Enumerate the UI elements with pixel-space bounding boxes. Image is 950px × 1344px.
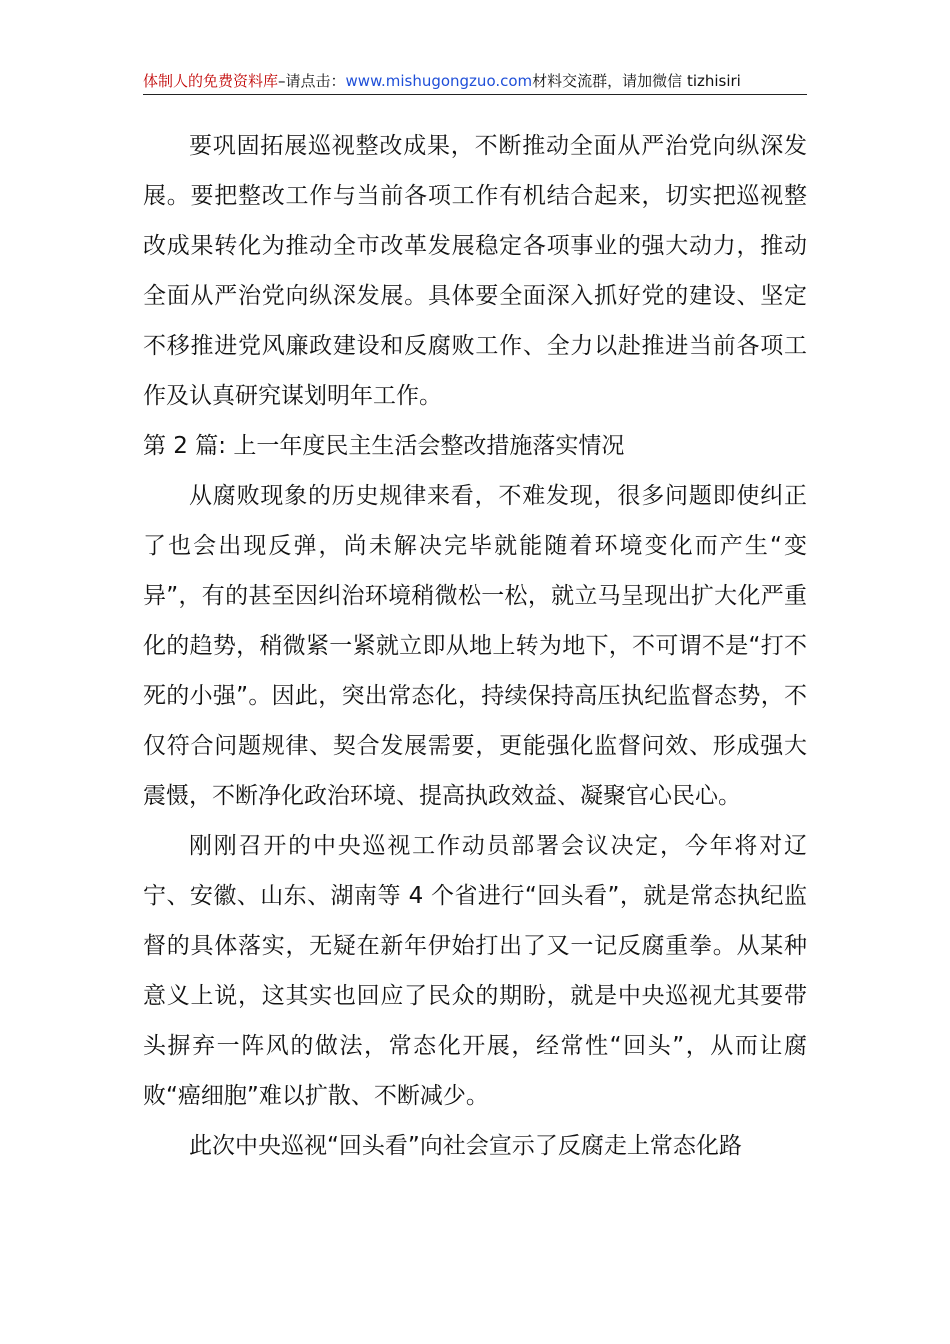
paragraph-2: 从腐败现象的历史规律来看，不难发现，很多问题即使纠正了也会出现反弹，尚未解决完毕就能随着环境变化而产生“变异”，有的甚至因纠治环境稍微松一松，就立马呈现出扩大化严重化的趋势，稍微紧一紧就立即从地上转为地下，不可谓不是“打不死的小强”。因此，突出常态化，持续保持高压执纪监督态势，不仅符合问题规律、契合发展需要，更能强化监督问效、形成强大震慑，不断净化政治环境、提高执政效益、凝聚官心民心。 — [143, 483, 807, 809]
document-body — [143, 121, 807, 1171]
paragraph-3: 刚刚召开的中央巡视工作动员部署会议决定，今年将对辽宁、安徽、山东、湖南等 4 个省进行“回头看”，就是常态执纪监督的具体落实，无疑在新年伊始打出了又一记反腐重拳。从某种意义上说，这其实也回应了民众的期盼，就是中央巡视尤其要带头摒弃一阵风的做法，常态化开展，经常性“回头”，从而让腐败“癌细胞”难以扩散、不断减少。 — [143, 833, 807, 1109]
page-header — [143, 70, 807, 95]
paragraph-4: 此次中央巡视“回头看”向社会宣示了反腐走上常态化路 — [189, 1133, 742, 1159]
header-tail: 材料交流群，请加微信 tizhisiri — [532, 72, 741, 90]
header-site-name: 体制人的免费资料库 — [143, 72, 279, 90]
paragraph-1: 要巩固拓展巡视整改成果，不断推动全面从严治党向纵深发展。要把整改工作与当前各项工作有机结合起来，切实把巡视整改成果转化为推动全市改革发展稳定各项事业的强大动力，推动全面从严治党向纵深发展。具体要全面深入抓好党的建设、坚定不移推进党风廉政建设和反腐败工作、全力以赴推进当前各项工作及认真研究谋划明年工作。 — [143, 133, 807, 409]
section-heading: 第 2 篇: 上一年度民主生活会整改措施落实情况 — [143, 433, 625, 459]
header-url-link[interactable]: www.mishugongzuo.com — [345, 72, 533, 90]
header-prompt: –请点击： — [278, 72, 346, 90]
